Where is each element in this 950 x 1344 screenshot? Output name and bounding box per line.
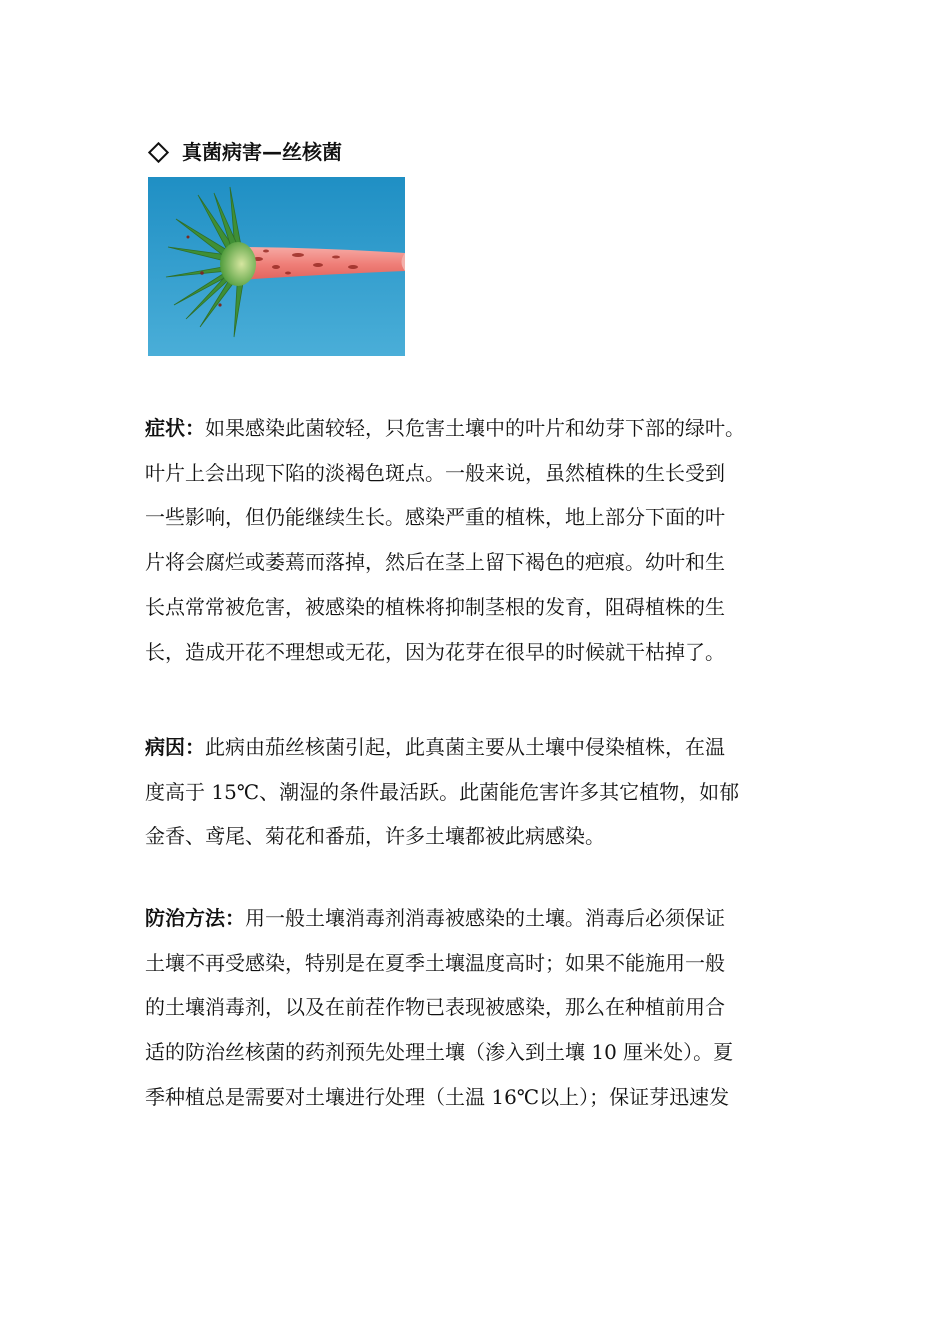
cause-line-3: 金香、鸢尾、菊花和番茄，许多土壤都被此病感染。 <box>145 824 605 849</box>
control-label: 防治方法： <box>145 906 245 930</box>
control-line-2: 土壤不再受感染，特别是在夏季土壤温度高时；如果不能施用一般 <box>145 950 725 975</box>
control-line-4: 适的防治丝核菌的药剂预先处理土壤（渗入到土壤 10 厘米处）。夏 <box>145 1040 734 1065</box>
cause-label: 病因： <box>145 735 205 759</box>
plant-photo <box>148 177 405 356</box>
symptoms-line-2: 叶片上会出现下陷的淡褐色斑点。一般来说，虽然植株的生长受到 <box>145 460 725 485</box>
control-line-5: 季种植总是需要对土壤进行处理（土温 16℃以上）；保证芽迅速发 <box>145 1084 730 1109</box>
symptoms-line-5: 长点常常被危害，被感染的植株将抑制茎根的发育，阻碍植株的生 <box>145 594 725 619</box>
control-paragraph <box>145 896 825 1120</box>
cause-line-1: 病因：此病由茄丝核菌引起，此真菌主要从土壤中侵染植株，在温 <box>145 735 725 759</box>
symptoms-line-1: 症状：如果感染此菌较轻，只危害土壤中的叶片和幼芽下部的绿叶。 <box>145 416 745 440</box>
symptoms-label: 症状： <box>145 416 205 440</box>
symptoms-line-4: 片将会腐烂或萎蔫而落掉，然后在茎上留下褐色的疤痕。幼叶和生 <box>145 550 725 575</box>
cause-line-2: 度高于 15℃、潮湿的条件最活跃。此菌能危害许多其它植物，如郁 <box>145 779 740 804</box>
section-heading <box>148 138 342 166</box>
control-line-1: 防治方法：用一般土壤消毒剂消毒被感染的土壤。消毒后必须保证 <box>145 906 725 930</box>
cause-paragraph <box>145 725 825 859</box>
symptoms-line-6: 长，造成开花不理想或无花，因为花芽在很早的时候就干枯掉了。 <box>145 639 725 664</box>
symptoms-paragraph <box>145 406 825 674</box>
symptoms-line-3: 一些影响，但仍能继续生长。感染严重的植株，地上部分下面的叶 <box>145 505 725 530</box>
heading-text: 真菌病害—丝核菌 <box>182 140 342 164</box>
control-line-3: 的土壤消毒剂，以及在前茬作物已表现被感染，那么在种植前用合 <box>145 995 725 1020</box>
diamond-bullet-icon <box>148 141 169 162</box>
